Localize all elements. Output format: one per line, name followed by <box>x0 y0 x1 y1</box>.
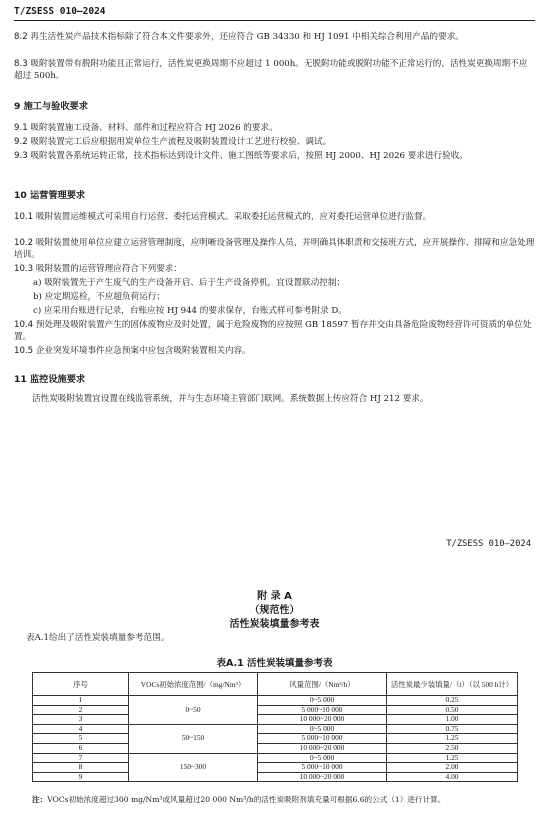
cell-fill: 0.75 <box>387 724 518 734</box>
clause-9-3 <box>14 151 535 163</box>
cell-fill: 0.25 <box>387 696 518 706</box>
clause-9-2 <box>14 137 535 149</box>
cell-fill: 1.25 <box>387 734 518 744</box>
cell-fill: 4.00 <box>387 772 518 782</box>
cell-concentration: 150~300 <box>129 753 258 782</box>
section-10-title: 10 运营管理要求 <box>14 190 86 201</box>
cell-no: 2 <box>33 705 129 715</box>
cell-concentration: 50~150 <box>129 724 258 753</box>
header-rule <box>14 20 535 21</box>
clause-text: 吸附装置运维模式可采用自行运营、委托运营模式。采取委托运营模式的，应对委托运营单位进行监督。 <box>35 212 432 222</box>
cell-flow: 10 000~20 000 <box>258 743 387 753</box>
appendix-intro: 表A.1给出了活性炭装填量参考范围。 <box>26 633 170 643</box>
list-text: 应采用台账进行记录，台账应按 HJ 944 的要求保存，台账式样可参考附录 D。 <box>43 306 347 316</box>
table-row <box>33 763 518 773</box>
clause-number: 10.4 <box>14 320 34 330</box>
clause-text: 预处理及吸附装置产生的固体废物应及时处置，属于危险废物的应按照 GB 18597 暂存并交由具备危险废物经营许可资质的单位处置。 <box>14 320 532 342</box>
col-header-fill: 活性炭最少装填量/（t）（以 500 h计） <box>387 673 518 696</box>
table-row <box>33 753 518 763</box>
clause-text: 吸附装置完工后应根据用炭单位生产流程及吸附装置设计工艺进行校验、调试。 <box>30 137 332 147</box>
note-label: 注： <box>32 795 48 804</box>
clause-number: 8.3 <box>14 59 28 69</box>
cell-flow: 10 000~20 000 <box>258 715 387 725</box>
clause-10-3 <box>14 264 535 276</box>
clause-number: 8.2 <box>14 32 28 42</box>
cell-fill: 2.50 <box>387 743 518 753</box>
note-text: VOCs初始浓度超过300 mg/Nm³或风量超过20 000 Nm³/h的活性炭吸附剂填充量可根据6.6的公式（1）进行计算。 <box>47 795 446 804</box>
col-header-no: 序号 <box>33 673 129 696</box>
cell-fill: 2.00 <box>387 763 518 773</box>
table-row <box>33 724 518 734</box>
cell-no: 1 <box>33 696 129 706</box>
cell-flow: 0~5 000 <box>258 724 387 734</box>
col-header-flow: 风量范围/（Nm³/h） <box>258 673 387 696</box>
clause-number: 10.1 <box>14 212 34 222</box>
list-label: a) <box>33 278 42 288</box>
clause-number: 9.2 <box>14 137 28 147</box>
list-item-b <box>33 292 533 304</box>
cell-no: 3 <box>33 715 129 725</box>
appendix-name: 活性炭装填量参考表 <box>229 619 320 630</box>
cell-flow: 10 000~20 000 <box>258 772 387 782</box>
cell-no: 5 <box>33 734 129 744</box>
clause-10-1 <box>14 212 535 224</box>
clause-text: 吸附装置施工设备、材料、部件和过程应符合 HJ 2026 的要求。 <box>30 123 278 133</box>
clause-8-3 <box>14 59 535 82</box>
cell-flow: 0~5 000 <box>258 753 387 763</box>
clause-9-1 <box>14 123 535 135</box>
clause-text: 吸附装置带有脱附功能且正常运行，活性炭更换周期不应超过 1 000h。无脱附功能或脱附功能不正常运行的，活性炭更换周期不应超过 500h。 <box>14 59 528 81</box>
clause-number: 10.2 <box>14 238 34 248</box>
cell-flow: 0~5 000 <box>258 696 387 706</box>
table-row <box>33 715 518 725</box>
table-row <box>33 705 518 715</box>
list-item-c <box>33 306 533 318</box>
list-label: c) <box>33 306 42 316</box>
cell-fill: 0.50 <box>387 705 518 715</box>
appendix-type: （规范性） <box>249 605 300 616</box>
col-header-concentration: VOCs初始浓度范围/（mg/Nm³） <box>129 673 258 696</box>
cell-flow: 5 000~10 000 <box>258 705 387 715</box>
clause-10-5 <box>14 346 535 358</box>
table-caption: 表A.1 活性炭装填量参考表 <box>216 658 333 669</box>
cell-fill: 1.25 <box>387 753 518 763</box>
cell-flow: 5 000~10 000 <box>258 734 387 744</box>
cell-no: 7 <box>33 753 129 763</box>
cell-fill: 1.00 <box>387 715 518 725</box>
cell-no: 4 <box>33 724 129 734</box>
table-row <box>33 696 518 706</box>
clause-10-2 <box>14 238 535 261</box>
table-row <box>33 772 518 782</box>
cell-no: 6 <box>33 743 129 753</box>
clause-number: 10.5 <box>14 346 34 356</box>
table-header-row <box>33 673 518 696</box>
clause-number: 9.3 <box>14 151 28 161</box>
list-label: b) <box>33 292 42 302</box>
cell-concentration: 0~50 <box>129 696 258 725</box>
clause-text: 吸附装置各系统运转正常，技术指标达到设计文件、施工图纸等要求后，按照 HJ 2000、HJ 2026 要求进行验收。 <box>30 151 468 161</box>
clause-number: 10.3 <box>14 264 34 274</box>
page-footer-id: T/ZSESS 010—2024 <box>446 539 531 549</box>
table-row <box>33 734 518 744</box>
clause-text: 企业突发环境事件应急预案中应包含吸附装置相关内容。 <box>35 346 251 356</box>
document-header-id: T/ZSESS 010—2024 <box>14 6 106 17</box>
list-item-a <box>33 278 533 290</box>
appendix-title: 附 录 A <box>257 591 292 602</box>
list-text: 吸附装置先于产生废气的生产设备开启、后于生产设备停机，宜设置联动控制； <box>44 278 346 288</box>
section-9-title: 9 施工与验收要求 <box>14 101 88 112</box>
cell-no: 8 <box>33 763 129 773</box>
section-11-title: 11 监控设施要求 <box>14 374 86 385</box>
fill-amount-table <box>32 672 518 782</box>
table-note <box>32 795 518 805</box>
clause-text: 吸附装置的运营管理应符合下列要求： <box>35 264 182 274</box>
clause-8-2 <box>14 32 535 44</box>
list-text: 应定期巡检，不应超负荷运行； <box>44 292 165 302</box>
clause-10-4 <box>14 320 535 343</box>
cell-no: 9 <box>33 772 129 782</box>
table-row <box>33 743 518 753</box>
clause-number: 9.1 <box>14 123 28 133</box>
clause-text: 再生活性炭产品技术指标除了符合本文件要求外，还应符合 GB 34330 和 HJ 1091 中相关综合利用产品的要求。 <box>30 32 464 42</box>
clause-11-text: 活性炭吸附装置宜设置在线监管系统，并与生态环境主管部门联网。系统数据上传应符合 HJ 212 要求。 <box>32 394 429 404</box>
clause-text: 吸附装置使用单位应建立运营管理制度，应明晰设备管理及操作人员，并明确具体职责和交接班方式，应开展操作、排障和应急处理培训。 <box>14 238 535 260</box>
cell-flow: 5 000~10 000 <box>258 763 387 773</box>
